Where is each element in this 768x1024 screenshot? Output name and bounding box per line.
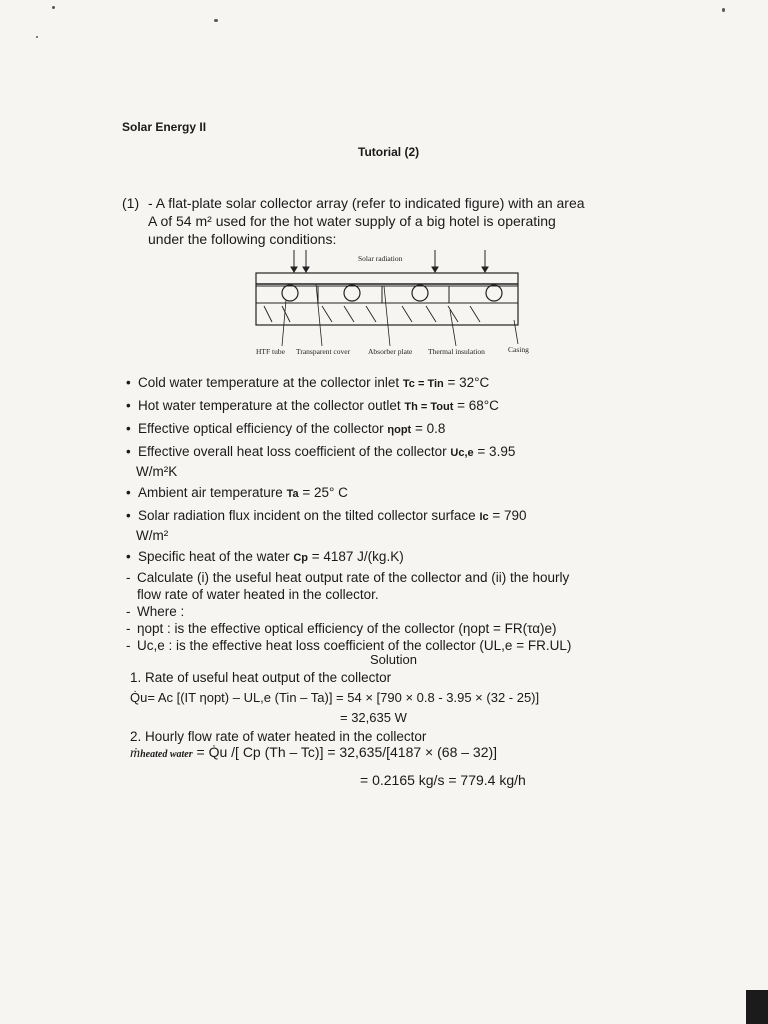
equation-useful-heat: Q̇u= Ac [(IT ηopt) – UL,e (Tin – Ta)] = 54 × [790 × 0.8 - 3.95 × (32 - 25)] (130, 690, 540, 705)
tutorial-title: Tutorial (2) (358, 145, 420, 159)
list-item-continuation: W/m² (136, 528, 169, 543)
scan-speck (36, 36, 38, 38)
solution-step-1: 1. Rate of useful heat output of the collector (130, 670, 392, 685)
list-item: • Hot water temperature at the collector outlet Th = Tout = 68°C (126, 395, 596, 418)
equation-flow-rate-result: = 0.2165 kg/s = 779.4 kg/h (360, 772, 526, 788)
problem-text: - A flat-plate solar collector array (refer to indicated figure) with an area A of 54 m² used for the hot water supply of a big hotel is operating under the following conditions: (148, 195, 585, 247)
mass-flow-symbol: ṁ (130, 746, 141, 761)
casing-label: Casing (508, 345, 529, 354)
list-item-continuation: W/m²K (136, 464, 178, 479)
equation-useful-heat-result: = 32,635 W (340, 710, 407, 725)
collector-figure (252, 250, 542, 360)
list-item: • Cold water temperature at the collector inlet Tc = Tin = 32°C (126, 372, 596, 395)
absorber-plate-label: Absorber plate (368, 347, 413, 356)
definition-item: - Uc,e : is the effective heat loss coefficient of the collector (UL,e = FR.UL) (126, 637, 596, 654)
scan-speck (722, 8, 725, 12)
problem-number: (1) (122, 195, 140, 211)
equation-flow-rate-body: = Q̇u /[ Cp (Th – Tc)] = 32,635/[4187 × (68 – 32)] (192, 744, 498, 760)
where-item: - Where : (126, 603, 596, 620)
conditions-list (126, 372, 596, 654)
solution-step-2: 2. Hourly flow rate of water heated in the collector (130, 729, 427, 744)
list-item: • Effective optical efficiency of the collector ηopt = 0.8 (126, 418, 596, 441)
transparent-cover-label: Transparent cover (296, 347, 351, 356)
task-item: - Calculate (i) the useful heat output rate of the collector and (ii) the hourly flow rate of water heated in the collector. (126, 569, 596, 603)
solution-heading: Solution (370, 652, 417, 667)
scan-speck (214, 19, 218, 22)
list-item: • Ambient air temperature Ta = 25° C (126, 482, 596, 505)
scan-speck (52, 6, 55, 9)
definition-item: - ηopt : is the effective optical efficiency of the collector (ηopt = FR(τα)e) (126, 620, 596, 637)
list-item: • Specific heat of the water Cp = 4187 J/(kg.K) (126, 546, 596, 569)
equation-flow-rate (130, 744, 497, 762)
htf-tube-label: HTF tube (256, 347, 285, 356)
list-item: • Effective overall heat loss coefficient of the collector Uc,e = 3.95 (126, 441, 596, 464)
solar-radiation-label: Solar radiation (358, 254, 403, 263)
mass-flow-subscript: heated water (140, 749, 193, 760)
scan-edge-shadow (746, 990, 768, 1024)
course-title: Solar Energy II (122, 120, 207, 134)
list-item: • Solar radiation flux incident on the tilted collector surface Ic = 790 (126, 505, 596, 528)
problem-statement (122, 194, 592, 248)
thermal-insulation-label: Thermal insulation (428, 347, 485, 356)
